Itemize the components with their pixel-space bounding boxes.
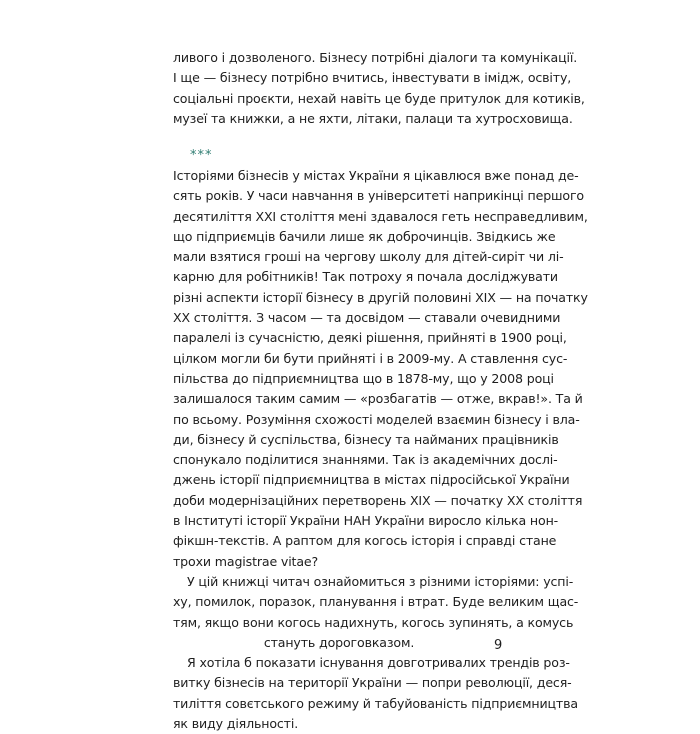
text-line: різні аспекти історії бізнесу в другій половині XIX — на початку [173, 289, 588, 305]
text-line: ди, бізнесу й суспільства, бізнесу та найманих працівників [173, 431, 559, 447]
text-line: що підприємців бачили лише як доброчинців. Звідкись же [173, 228, 556, 244]
text-line: Я хотіла б показати існування довготривалих трендів роз- [187, 655, 570, 671]
text-line: десятиліття XXI століття мені здавалося геть несправедливим, [173, 208, 588, 224]
section-separator: *** [190, 148, 213, 163]
text-line: залишалося таким самим — «розбагатів — отже, вкрав!». Та й [173, 391, 583, 407]
text-line: джень історії підприємництва в містах підросійської України [173, 472, 570, 488]
text-line: Історіями бізнесів у містах України я цікавлюся вже понад де- [173, 168, 579, 183]
text-line: стануть дороговказом. [263, 634, 415, 650]
text-line: ливого і дозволеного. Бізнесу потрібні діалоги та комунікації. [173, 50, 578, 65]
text-line: карню для робітників! Так потроху я почала досліджувати [173, 269, 558, 285]
text-line: доби модернізаційних перетворень XIX — початку XX століття [173, 492, 583, 508]
text-line: паралелі із сучасністю, деякі рішення, прийняті в 1900 році, [173, 330, 567, 346]
text-line: в Інституті історії України НАН України виросло кілька нон- [173, 513, 559, 529]
text-line: витку бізнесів на території України — попри революції, деся- [173, 675, 572, 691]
text-line: сять років. У часи навчання в університеті наприкінці першого [173, 188, 584, 204]
text-line: цілком могли би бути прийняті і в 2009-му. А ставлення сус- [173, 350, 568, 366]
text-line: пільства до підприємництва що в 1878-му, що у 2008 році [173, 370, 554, 386]
text-line: тям, якщо вони когось надихнуть, когось зупинять, а комусь [173, 614, 574, 630]
text-line: мали взятися гроші на чергову школу для дітей-сиріт чи лі- [173, 249, 564, 265]
top-paragraph [173, 48, 585, 129]
text-line: І ще — бізнесу потрібно вчитись, інвестувати в імідж, освіту, [173, 70, 572, 86]
text-line: XX століття. З часом — та досвідом — ставали очевидними [173, 310, 561, 326]
text-line: У цій книжці читач ознайомиться з різними історіями: успі- [187, 573, 574, 589]
text-line: тиліття совєтського режиму й табуйованість підприємництва [173, 695, 578, 711]
text-line: спонукало поділитися знаннями. Так із академічних дослі- [173, 452, 558, 468]
main-text [173, 166, 588, 734]
text-line: соціальні проєкти, нехай навіть це буде притулок для котиків, [173, 90, 585, 106]
text-line: ху, помилок, поразок, планування і втрат. Буде великим щас- [173, 594, 579, 610]
text-line: як виду діяльності. [173, 716, 299, 732]
text-line: музеї та книжки, а не яхти, літаки, палаци та хутросховища. [173, 110, 573, 126]
page-number: 9 [494, 638, 503, 653]
text-line: трохи magistrae vitae? [173, 553, 319, 569]
text-line: по всьому. Розуміння схожості моделей взаємин бізнесу і вла- [173, 411, 580, 427]
text-line: фікшн-текстів. А раптом для когось історія і справді стане [173, 533, 557, 549]
